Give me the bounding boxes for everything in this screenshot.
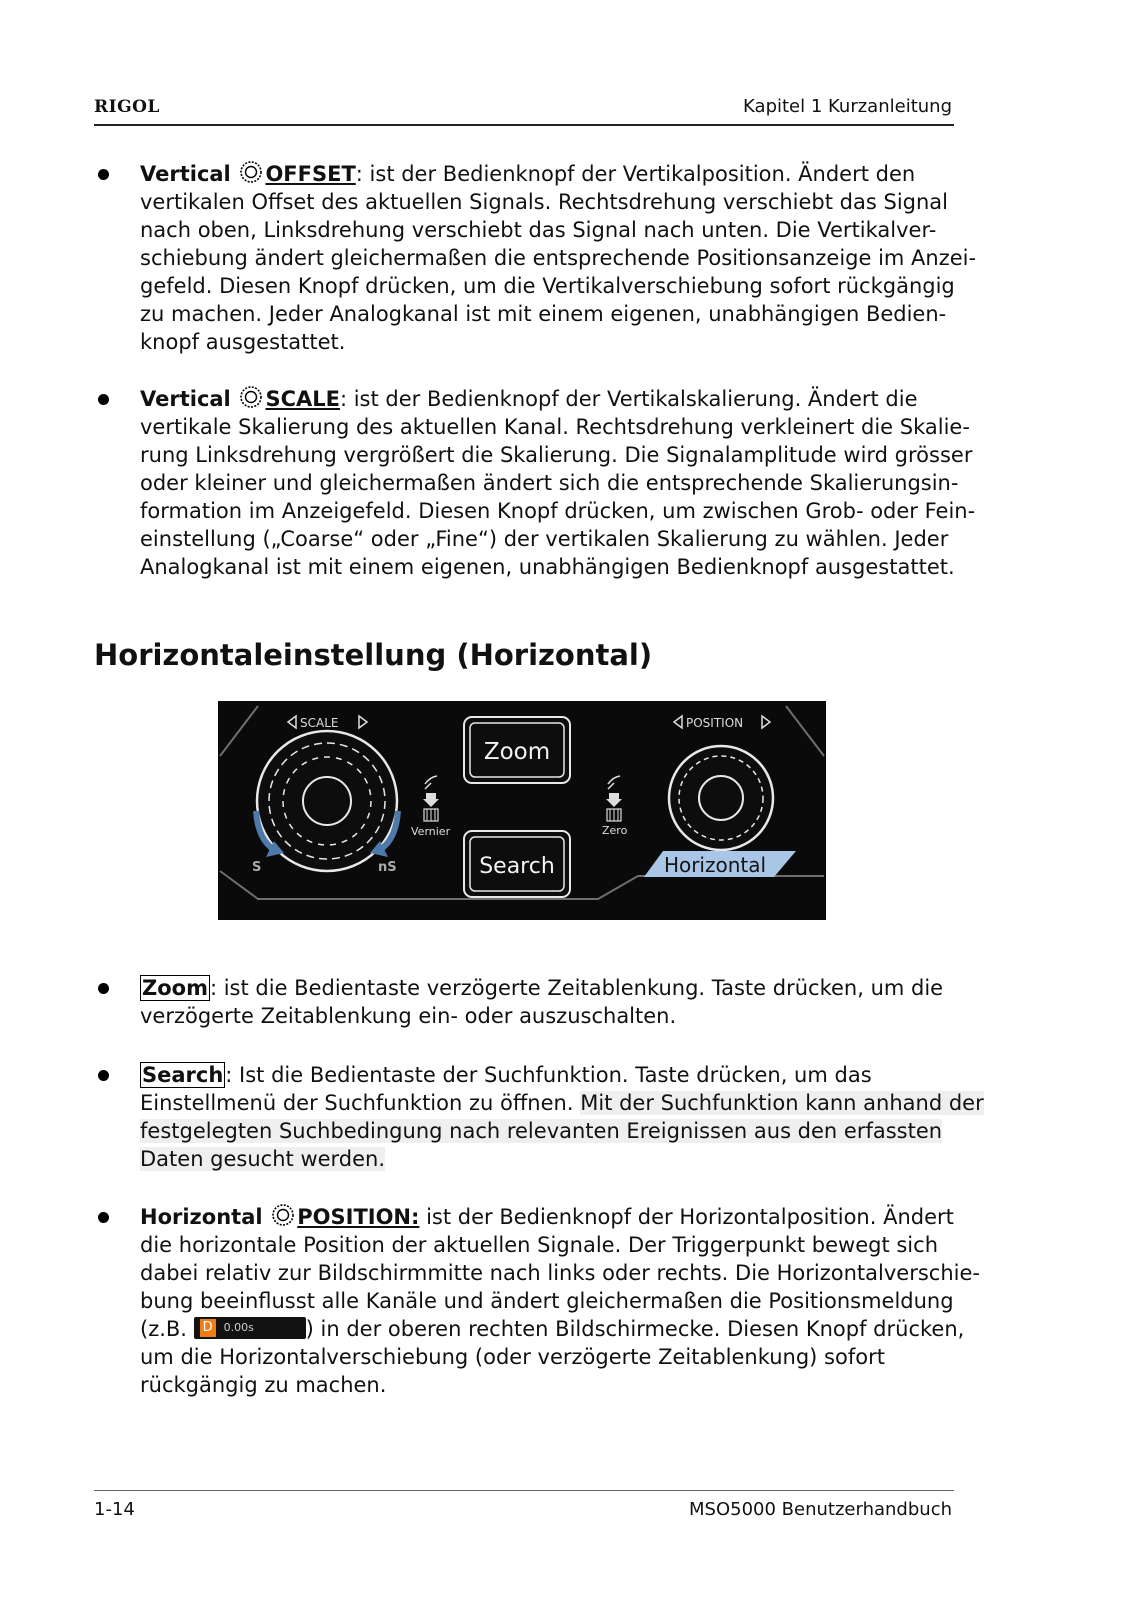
svg-text:SCALE: SCALE: [300, 716, 339, 730]
page-header: [94, 92, 954, 126]
bullet-dot: [98, 1070, 109, 1081]
manual-title: MSO5000 Benutzerhandbuch: [689, 1499, 952, 1520]
delay-position-badge: D 0.00s: [194, 1317, 306, 1339]
scale-ns-label: nS: [378, 860, 397, 875]
bullet-vertical-offset: Vertical OFFSET: ist der Bedienknopf der Vertikalposition. Ändert den vertikalen Offset des aktuellen Signals. Rechtsdrehung verschiebt das Signal nach oben, Linksdrehung verschiebt das Signal nach unten. Die Vertikalver- schiebung ändert gleichermaßen die entsprechende Positionsanzeige im Anzei- gefeld. Diesen Knopf drücken, um die Vertikalverschiebung sofort rückgängig zu machen. Jeder Analogkanal ist mit einem eigenen, unabhängigen Bedien- knopf ausgestattet.: [140, 160, 955, 356]
bullet-horizontal-position: Horizontal POSITION: ist der Bedienknopf der Horizontalposition. Ändert die horizontale Position der aktuellen Signale. Der Triggerpunkt bewegt sich dabei relativ zur Bildschirmmitte nach links oder rechts. Die Horizontalverschie- bung beeinflusst alle Kanäle und ändert gleichermaßen die Positionsmeldung (z.B. D 0.00s ) in der oberen rechten Bildschirmecke. Diesen Knopf drücken, um die Horizontalverschiebung (oder verzögerte Zeitablenkung) sofort rückgängig zu machen.: [140, 1203, 955, 1399]
zoom-button[interactable]: [464, 717, 570, 783]
bullet-vertical-scale: Vertical SCALE: ist der Bedienknopf der Vertikalskalierung. Ändert die vertikale Skalierung des aktuellen Kanal. Rechtsdrehung verkleinert die Skalie- rung Linksdrehung vergrößert die Skalierung. Die Signalamplitude wird grösser oder kleiner und gleichermaßen ändert sich die entsprechende Skalierungsin- formation im Anzeigefeld. Diesen Knopf drücken, um zwischen Grob- oder Fein- einstellung („Coarse“ oder „Fine“) der vertikalen Skalierung zu wählen. Jeder Analogkanal ist mit einem eigenen, unabhängigen Bedienknopf ausgestattet.: [140, 385, 955, 581]
position-knob[interactable]: [669, 746, 773, 850]
section-title: Horizontaleinstellung (Horizontal): [94, 638, 653, 672]
scale-s-label: S: [252, 860, 262, 875]
bullet-search: Search: Ist die Bedientaste der Suchfunktion. Taste drücken, um das Einstellmenü der Suchfunktion zu öffnen. Mit der Suchfunktion kann anhand der festgelegten Suchbedingung nach relevanten Ereignissen aus den erfassten Daten gesucht werden.: [140, 1061, 955, 1173]
rotary-knob-icon: [271, 1203, 295, 1227]
svg-text:Horizontal: Horizontal: [663, 853, 767, 877]
brand-logo: RIGOL: [94, 97, 160, 117]
svg-text:Zoom: Zoom: [483, 739, 551, 765]
bullet-dot: [98, 169, 109, 180]
bullet-dot: [98, 394, 109, 405]
bullet-dot: [98, 1212, 109, 1223]
page-footer: [94, 1490, 954, 1520]
svg-text:Search: Search: [479, 854, 555, 879]
horizontal-panel-image: [218, 701, 826, 920]
search-key: Search: [142, 1063, 224, 1087]
vernier-label: Vernier: [411, 825, 451, 838]
horizontal-tab: [644, 851, 796, 877]
position-label: [674, 716, 770, 730]
search-button[interactable]: [464, 831, 570, 897]
rotary-knob-icon: [239, 160, 263, 184]
rotary-knob-icon: [239, 385, 263, 409]
scale-label: [288, 716, 367, 730]
zoom-key: Zoom: [142, 976, 208, 1000]
svg-text:POSITION: POSITION: [686, 716, 744, 730]
page-number: 1-14: [94, 1499, 135, 1520]
bullet-dot: [98, 983, 109, 994]
zero-label: Zero: [602, 824, 628, 837]
bullet-zoom: Zoom: ist die Bedientaste verzögerte Zeitablenkung. Taste drücken, um die verzögerte Zeitablenkung ein- oder auszuschalten.: [140, 974, 955, 1030]
vernier-press-icon: [423, 776, 439, 821]
zero-press-icon: [606, 776, 622, 821]
chapter-title: Kapitel 1 Kurzanleitung: [743, 96, 952, 117]
